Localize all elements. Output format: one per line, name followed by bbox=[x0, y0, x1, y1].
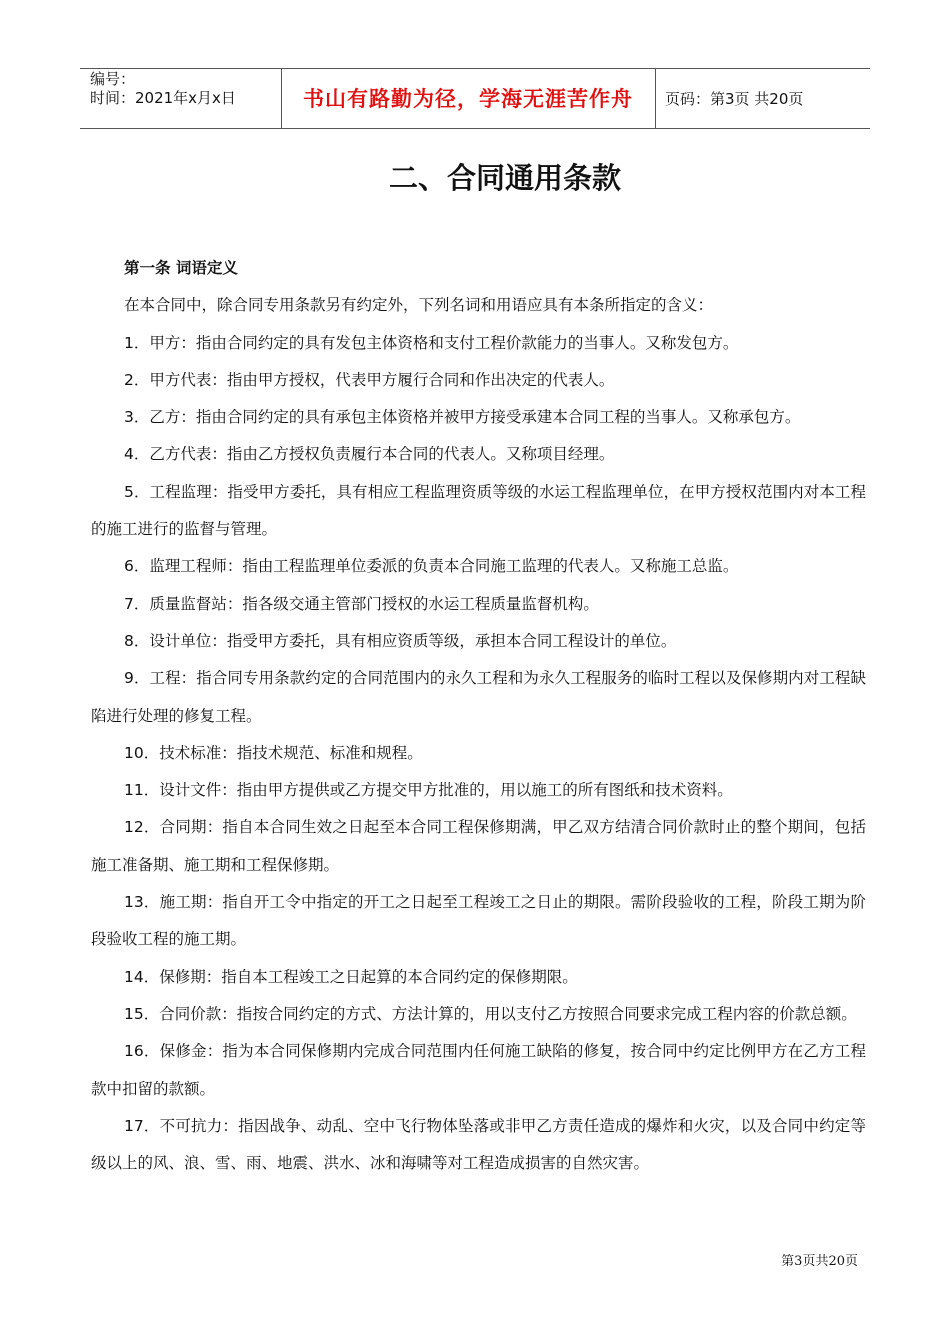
header-divider bbox=[655, 68, 656, 129]
paragraph: 在本合同中，除合同专用条款另有约定外，下列名词和用语应具有本条所指定的含义： bbox=[124, 296, 714, 315]
paragraph: 4．乙方代表：指由乙方授权负责履行本合同的代表人。又称项目经理。 bbox=[124, 445, 615, 464]
paragraph: 15．合同价款：指按合同约定的方式、方法计算的，用以支付乙方按照合同要求完成工程内容的价款总额。 bbox=[124, 1004, 857, 1023]
header-bottom-rule bbox=[80, 128, 870, 129]
paragraph: 2．甲方代表：指由甲方授权，代表甲方履行合同和作出决定的代表人。 bbox=[124, 370, 615, 389]
header-left bbox=[90, 70, 236, 108]
paragraph: 13．施工期：指自开工令中指定的开工之日起至工程竣工之日止的期限。需阶段验收的工程，阶段工期为阶段验收工程的施工期。 bbox=[91, 893, 866, 949]
paragraph: 3．乙方：指由合同约定的具有承包主体资格并被甲方接受承建本合同工程的当事人。又称承包方。 bbox=[124, 408, 801, 427]
paragraph: 12．合同期：指自本合同生效之日起至本合同工程保修期满，甲乙双方结清合同价款时止的整个期间，包括施工准备期、施工期和工程保修期。 bbox=[91, 818, 866, 874]
paragraph: 7．质量监督站：指各级交通主管部门授权的水运工程质量监督机构。 bbox=[124, 594, 599, 613]
article-heading: 第一条 词语定义 bbox=[124, 259, 238, 277]
header-top-rule bbox=[80, 68, 870, 69]
document-body bbox=[91, 250, 866, 1182]
paragraph: 16．保修金：指为本合同保修期内完成合同范围内任何施工缺陷的修复，按合同中约定比例甲方在乙方工程款中扣留的款额。 bbox=[91, 1042, 866, 1098]
paragraph: 6．监理工程师：指由工程监理单位委派的负责本合同施工监理的代表人。又称施工总监。 bbox=[124, 557, 739, 576]
number-label: 编号： bbox=[90, 70, 136, 88]
header-motto: 书山有路勤为径，学海无涯苦作舟 bbox=[303, 86, 633, 111]
paragraph: 17．不可抗力：指因战争、动乱、空中飞行物体坠落或非甲乙方责任造成的爆炸和火灾，以及合同中约定等级以上的风、浪、雪、雨、地震、洪水、冰和海啸等对工程造成损害的自然灾害。 bbox=[91, 1116, 866, 1173]
paragraph: 9．工程：指合同专用条款约定的合同范围内的永久工程和为永久工程服务的临时工程以及保修期内对工程缺陷进行处理的修复工程。 bbox=[91, 669, 866, 725]
paragraph: 8．设计单位：指受甲方委托，具有相应资质等级，承担本合同工程设计的单位。 bbox=[124, 631, 677, 650]
paragraph: 5．工程监理：指受甲方委托，具有相应工程监理资质等级的水运工程监理单位，在甲方授权范围内对本工程的施工进行的监督与管理。 bbox=[91, 482, 866, 539]
time-label: 时间：2021年x月x日 bbox=[90, 89, 236, 107]
page-footer: 第3页共20页 bbox=[781, 1254, 858, 1269]
page-title: 二、合同通用条款 bbox=[388, 161, 621, 195]
paragraph: 11．设计文件：指由甲方提供或乙方提交甲方批准的，用以施工的所有图纸和技术资料。 bbox=[124, 781, 733, 800]
paragraph: 14．保修期：指自本工程竣工之日起算的本合同约定的保修期限。 bbox=[124, 967, 578, 986]
paragraph: 10．技术标准：指技术规范、标准和规程。 bbox=[124, 743, 423, 762]
header-page-label: 页码：第3页 共20页 bbox=[665, 90, 804, 108]
paragraph: 1．甲方：指由合同约定的具有发包主体资格和支付工程价款能力的当事人。又称发包方。 bbox=[124, 333, 739, 352]
